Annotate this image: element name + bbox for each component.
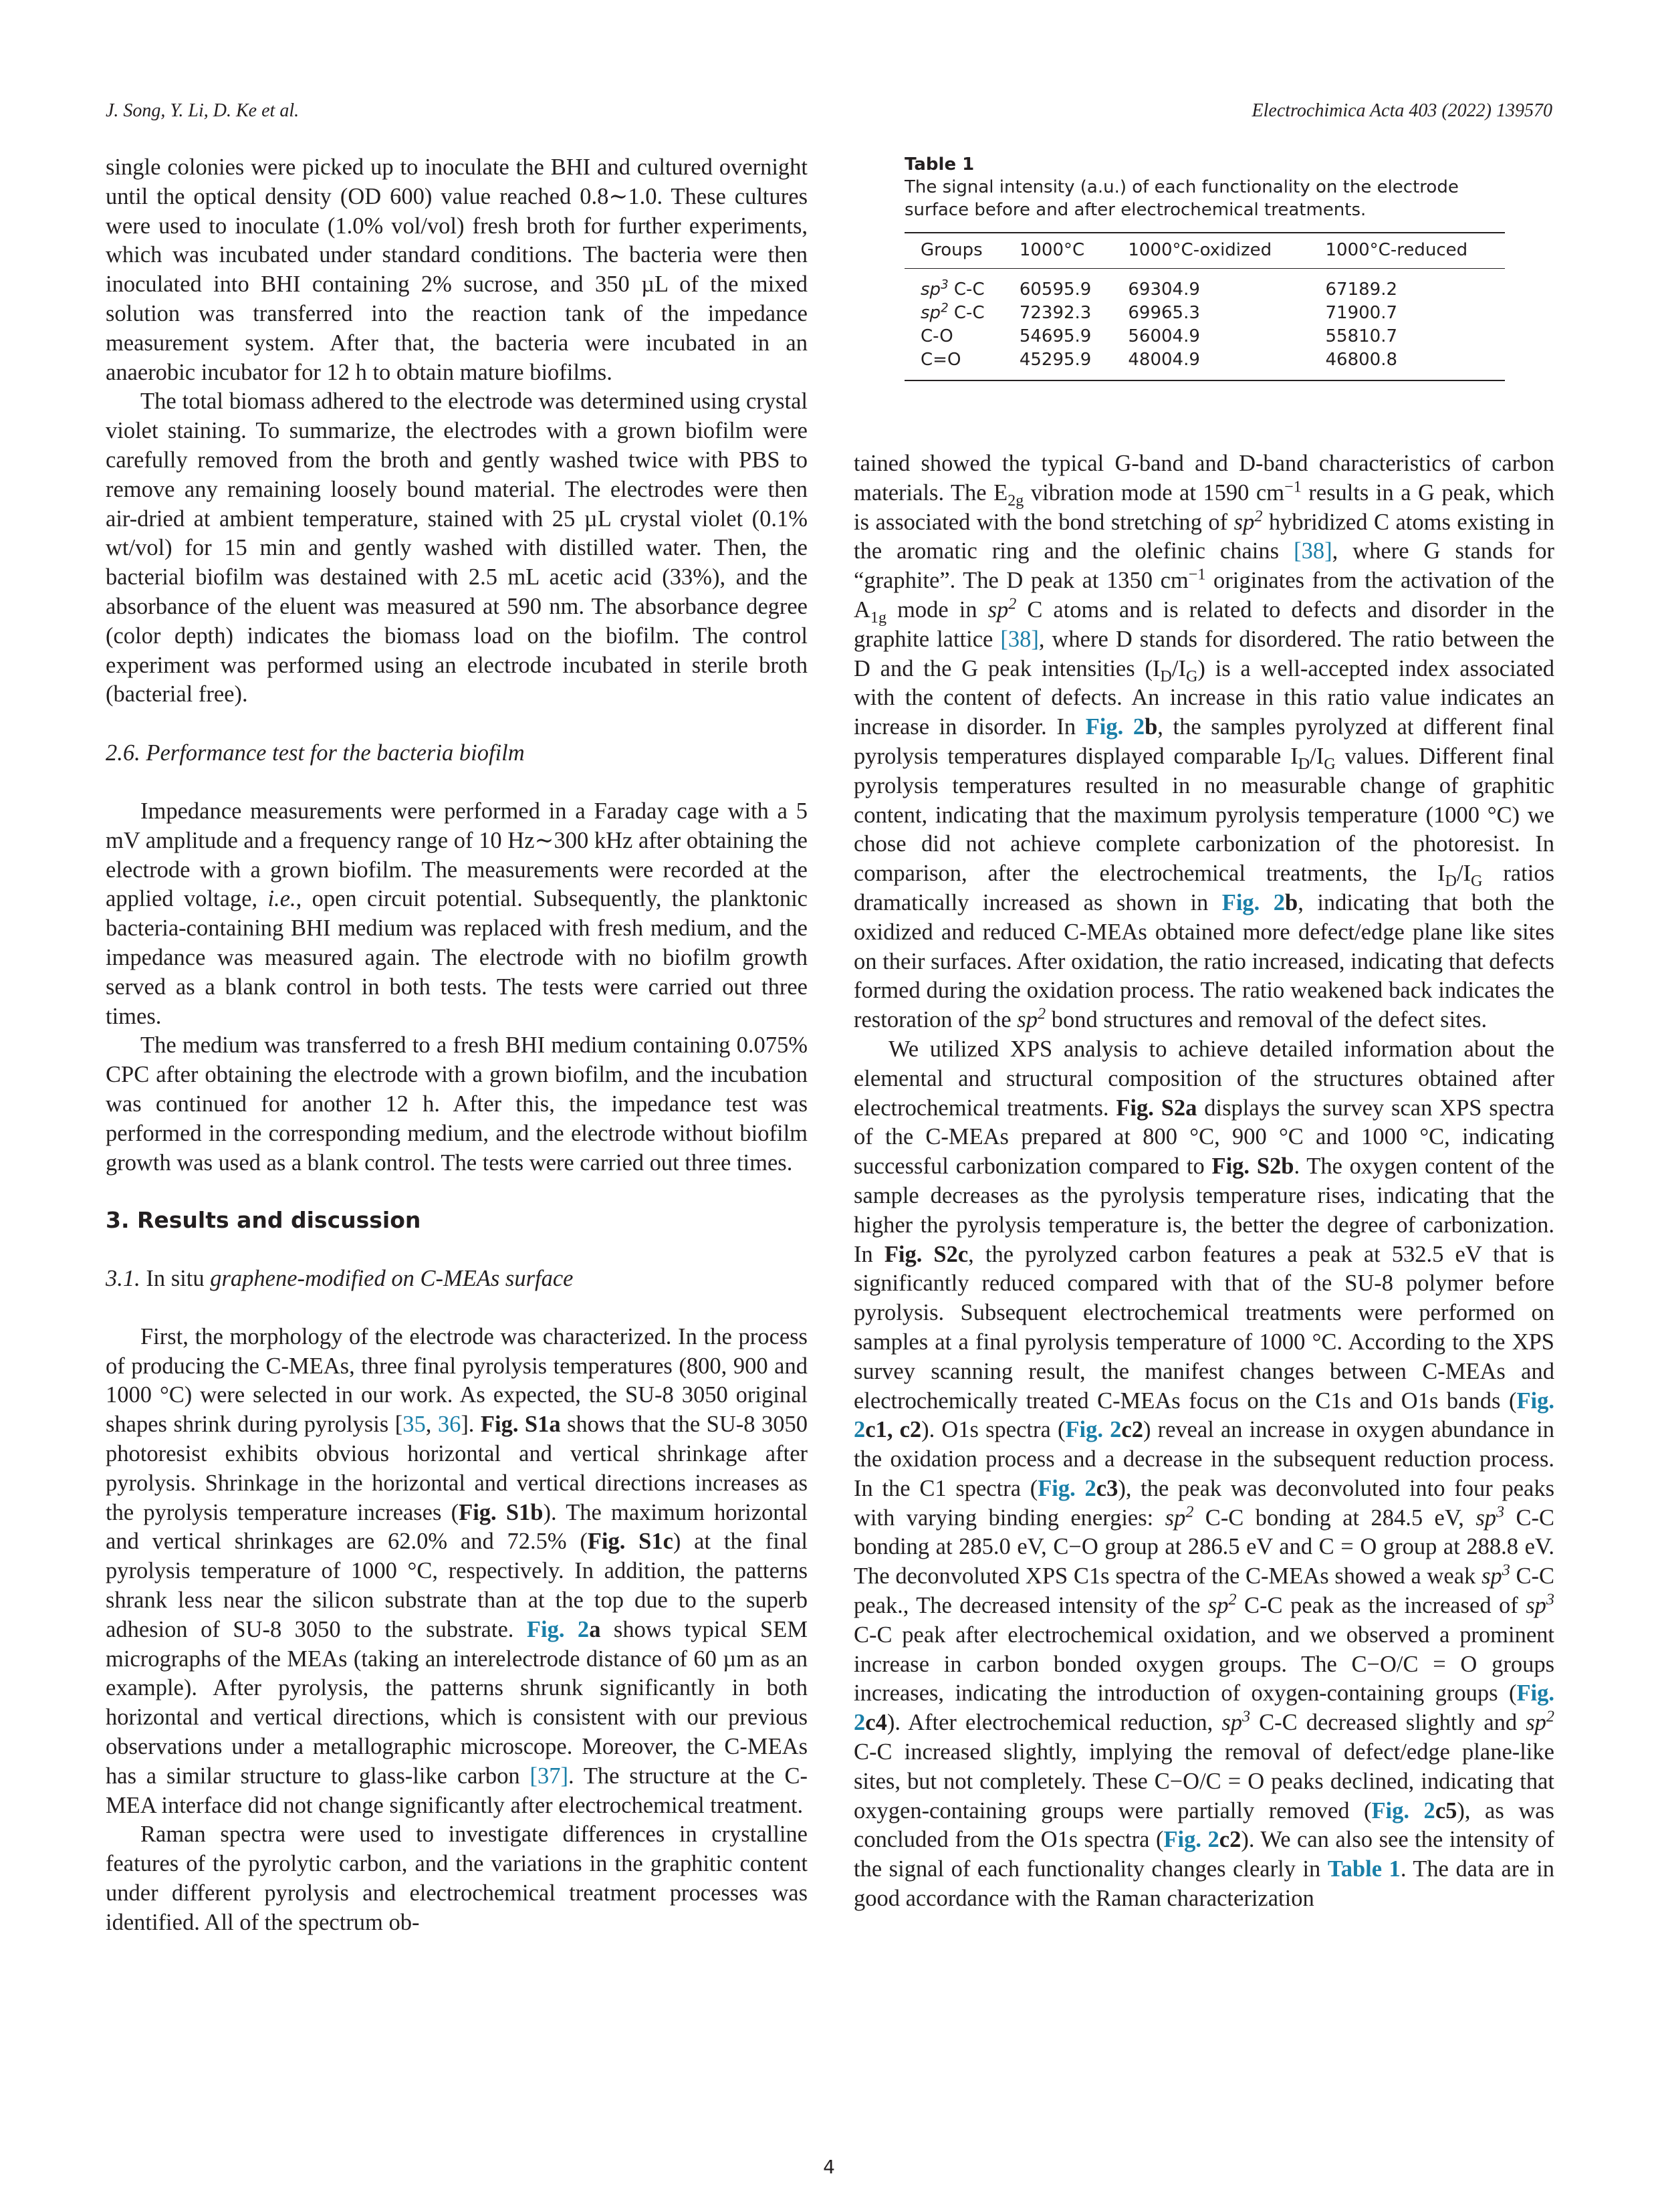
column-header: Groups — [921, 240, 983, 260]
section-heading-3: 3. Results and discussion — [106, 1207, 421, 1234]
table-1 — [905, 153, 1505, 381]
paragraph: Raman spectra were used to investigate differences in crystalline features of the pyrolytic carbon, and the variations in the graphitic content under different pyrolysis and electrochemical treatment processes was identified. All of the spectrum ob- — [106, 1821, 808, 1935]
table-cell: 56004.9 — [1128, 326, 1200, 346]
table-caption: The signal intensity (a.u.) of each functionality on the electrode surface before and after electrochemical treatments. — [905, 177, 1459, 220]
left-column — [106, 153, 808, 1938]
table-row — [905, 302, 1505, 325]
table-link[interactable]: Table 1 — [1327, 1856, 1401, 1882]
table-cell: 60595.9 — [1019, 280, 1092, 300]
table-row — [905, 348, 1505, 380]
section-heading-2-6: 2.6. Performance test for the bacteria biofilm — [106, 740, 525, 766]
table-cell: 46800.8 — [1325, 350, 1398, 370]
running-head-authors: J. Song, Y. Li, D. Ke et al. — [106, 100, 300, 121]
table-header-row — [905, 233, 1505, 269]
table-cell: 69304.9 — [1128, 280, 1200, 300]
paragraph: tained showed the typical G-band and D-band characteristics of carbon materials. The $E_{2g}$ vibration mode at 1590 $cm^{-1}$ results in a G peak, which is associated with the bond stretching of $sp^2$ hybridized C atoms existing in the aromatic ring and the olefinic chains [38], where G stands for “graphite”. The D peak at 1350 $cm^{-1}$ originates from the activation of the $A_{1g}$ mode in $sp^2$ C atoms and is related to defects and disorder in the graphite lattice [38], where D stands for disordered. The ratio between the D and the G peak intensities $(I_D/I_G)$ is a well-accepted index associated with the content of defects. An increase in this ratio value indicates an increase in disorder. In Fig. 2b, the samples pyrolyzed at different final pyrolysis temperatures displayed comparable $I_D/I_G$ values. Different final pyrolysis temperatures resulted in no measurable change of graphitic content, indicating that the maximum pyrolysis temperature (1000 °C) we chose did not achieve complete carbonization of the photoresist. In comparison, after the electrochemical treatments, the $I_D/I_G$ ratios dramatically increased as shown in Fig. 2b, indicating that both the oxidized and reduced C-MEAs obtained more defect/edge plane like sites on their surfaces. After oxidation, the ratio increased, indicating that defects formed during the oxidation process. The ratio weakened back indicates the restoration of the $sp^2$ bond structures and removal of the defect sites. — [854, 451, 1555, 1033]
table-cell: 48004.9 — [1128, 350, 1200, 370]
table-cell: 55810.7 — [1325, 326, 1398, 346]
column-header: 1000°C — [1019, 240, 1085, 260]
signal-intensity-table — [905, 232, 1505, 381]
figure-link[interactable]: Fig. 2 — [854, 1388, 1554, 1443]
right-column — [854, 449, 1554, 1914]
column-header: 1000°C-oxidized — [1128, 240, 1272, 260]
citation-link[interactable]: [38] — [1294, 538, 1332, 564]
column-header: 1000°C-reduced — [1325, 240, 1468, 260]
table-label: Table 1 — [905, 154, 975, 175]
figure-link[interactable]: Fig. 2 — [1163, 1827, 1219, 1853]
table-cell: 69965.3 — [1128, 303, 1200, 323]
table-cell: 45295.9 — [1019, 350, 1092, 370]
paragraph: The medium was transferred to a fresh BHI medium containing 0.075% CPC after obtaining the electrode with a grown biofilm, and the incubation was continued for another 12 h. After this, the impedance test was performed in the corresponding medium, and the electrode without biofilm growth was used as a blank control. The tests were carried out three times. — [106, 1032, 808, 1176]
paragraph: single colonies were picked up to inoculate the BHI and cultured overnight until the optical density (OD 600) value reached 0.8∼1.0. These cultures were used to inoculate (1.0% vol/vol) fresh broth for further experiments, which was incubated under standard conditions. The bacteria were then inoculated into BHI containing 2% sucrose, and 350 µL of the mixed solution was transferred into the reaction tank of the impedance measurement system. After that, the bacteria were incubated in an anaerobic incubator for 12 h to obtain mature biofilms. — [106, 154, 808, 385]
section-title-insitu: In situ — [146, 1266, 205, 1292]
paragraph: We utilized XPS analysis to achieve detailed information about the elemental and structural composition of the structures obtained after electrochemical treatments. Fig. S2a displays the survey scan XPS spectra of the C-MEAs prepared at 800 °C, 900 °C and 1000 °C, indicating successful carbonization compared to Fig. S2b. The oxygen content of the sample decreases as the pyrolysis temperature rises, indicating that the higher the pyrolysis temperature is, the better the degree of carbonization. In Fig. S2c, the pyrolyzed carbon features a peak at 532.5 eV that is significantly reduced compared with that of the SU-8 polymer before pyrolysis. Subsequent electrochemical treatments were performed on samples at a final pyrolysis temperature of 1000 °C. According to the XPS survey scanning result, the manifest changes between C-MEAs and electrochemically treated C-MEAs focus on the C1s and O1s bands (Fig. 2c1, c2). O1s spectra (Fig. 2c2) reveal an increase in oxygen abundance in the oxidation process and a decrease in the subsequent reduction process. In the C1 spectra (Fig. 2c3), the peak was deconvoluted into four peaks with varying binding energies: $sp^2$ C-C bonding at 284.5 eV, $sp^3$ C-C bonding at 285.0 eV, C−O group at 286.5 eV and C = O group at 288.8 eV. The deconvoluted XPS C1s spectra of the C-MEAs showed a weak $sp^3$ C-C peak., The decreased intensity of the $sp^2$ C-C peak as the increased of $sp^3$ C-C peak after electrochemical oxidation, and we observed a prominent increase in carbon bonded oxygen groups. The C−O/C = O groups increases, indicating the introduction of oxygen-containing groups (Fig. 2c4). After electrochemical reduction, $sp^3$ C-C decreased slightly and $sp^2$ C-C increased slightly, implying the removal of defect/edge plane-like sites, but not completely. These C−O/C = O peaks declined, indicating that oxygen-containing groups were partially removed (Fig. 2c5), as was concluded from the O1s spectra (Fig. 2c2). We can also see the intensity of the signal of each functionality changes clearly in Table 1. The data are in good accordance with the Raman characterization — [854, 1036, 1555, 1912]
table-cell: $sp^3$ C-C — [921, 278, 985, 300]
table-row — [905, 269, 1505, 302]
figure-link[interactable]: Fig. 2 — [1371, 1797, 1435, 1823]
figure-link[interactable]: Fig. 2 — [526, 1616, 590, 1642]
running-head-journal: Electrochimica Acta 403 (2022) 139570 — [1252, 100, 1552, 121]
section-heading-3-1 — [106, 1264, 808, 1294]
figure-link[interactable]: Fig. 2 — [1221, 889, 1286, 915]
paragraph: The total biomass adhered to the electrode was determined using crystal violet staining. To summarize, the electrodes with a grown biofilm were carefully removed from the broth and gently washed twice with PBS to remove any remaining loosely bound material. The electrodes were then air-dried at ambient temperature, stained with 25 µL crystal violet (0.1% wt/vol) for 15 min and gently washed with distilled water. Then, the bacterial biofilm was destained with 2.5 mL acetic acid (33%), and the absorbance of the eluent was measured at 590 nm. The absorbance degree (color depth) indicates the biomass load on the biofilm. The control experiment was performed using an electrode incubated in sterile broth (bacterial free). — [106, 389, 808, 707]
table-cell: 71900.7 — [1325, 303, 1398, 323]
table-cell: 54695.9 — [1019, 326, 1092, 346]
table-cell: C-O — [921, 326, 953, 346]
table-cell: $sp^2$ C-C — [921, 301, 985, 323]
citation-link[interactable]: 36 — [437, 1412, 461, 1438]
table-row — [905, 325, 1505, 348]
figure-link[interactable]: Fig. 2 — [854, 1680, 1554, 1736]
citation-link[interactable]: [38] — [1000, 626, 1039, 652]
citation-link[interactable]: [37] — [529, 1763, 568, 1789]
paragraph: First, the morphology of the electrode was characterized. In the process of producing the C-MEAs, three final pyrolysis temperatures (800, 900 and 1000 °C) were selected in our work. As expected, the SU-8 3050 original shapes shrink during pyrolysis [35, 36]. Fig. S1a shows that the SU-8 3050 photoresist exhibits obvious horizontal and vertical shrinkage after pyrolysis. Shrinkage in the horizontal and vertical directions increases as the pyrolysis temperature increases (Fig. S1b). The maximum horizontal and vertical shrinkages are 62.0% and 72.5% (Fig. S1c) at the final pyrolysis temperature of 1000 °C, respectively. In addition, the patterns shrank less near the silicon substrate than at the top due to the superb adhesion of SU-8 3050 to the substrate. Fig. 2a shows typical SEM micrographs of the MEAs (taking an interelectrode distance of 60 µm as an example). After pyrolysis, the patterns shrunk significantly in both horizontal and vertical directions, which is consistent with our previous observations under a metallographic microscope. Moreover, the C-MEAs has a similar structure to glass-like carbon [37]. The structure at the C-MEA interface did not change significantly after electrochemical treatment. — [106, 1323, 808, 1818]
table-cell: C=O — [921, 350, 961, 370]
figure-link[interactable]: Fig. 2 — [1038, 1475, 1096, 1501]
citation-link[interactable]: 35 — [402, 1412, 426, 1438]
table-cell: 72392.3 — [1019, 303, 1092, 323]
figure-link[interactable]: Fig. 2 — [1085, 714, 1145, 740]
table-cell: 67189.2 — [1325, 280, 1398, 300]
figure-link[interactable]: Fig. 2 — [1065, 1417, 1122, 1443]
section-title-rest: graphene-modified on C-MEAs surface — [210, 1266, 574, 1292]
paragraph: Impedance measurements were performed in a Faraday cage with a 5 mV amplitude and a frequency range of 10 Hz∼300 kHz after obtaining the electrode with a grown biofilm. The measurements were recorded at the applied voltage, i.e., open circuit potential. Subsequently, the planktonic bacteria-containing BHI medium was replaced with fresh medium, and the impedance was measured again. The electrode with no biofilm growth served as a blank control in both tests. The tests were carried out three times. — [106, 798, 808, 1029]
section-number: 3.1. — [106, 1266, 140, 1292]
page-number: 4 — [823, 2156, 835, 2178]
